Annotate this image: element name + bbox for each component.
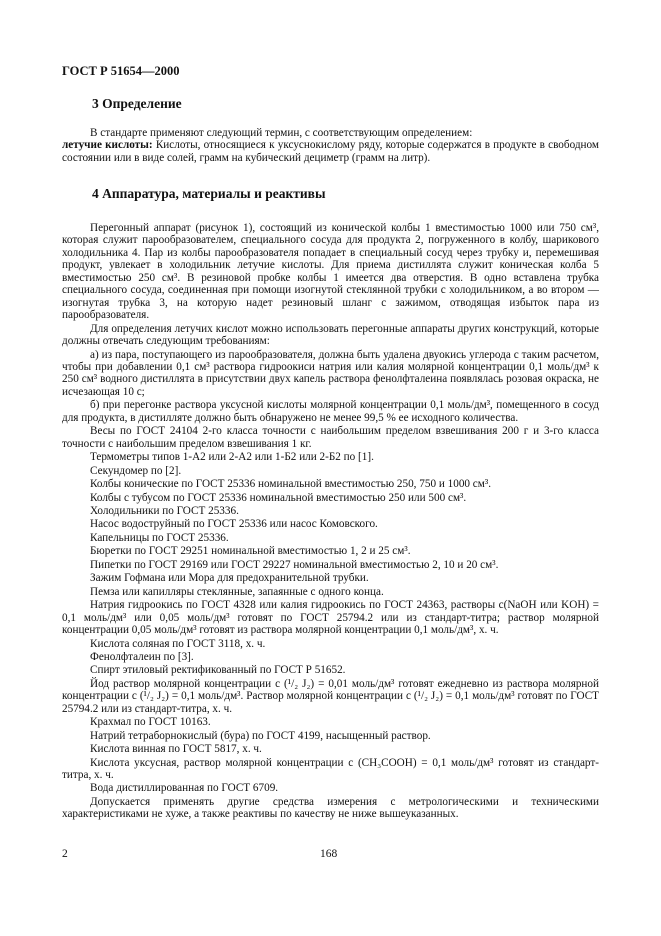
- paragraph: Крахмал по ГОСТ 10163.: [90, 716, 211, 729]
- paragraph: Натрия гидроокись по ГОСТ 4328 или калия гидроокись по ГОСТ 24363, растворы с(NaOH или KOH) = 0,1 моль/дм³ или 0,05 моль/дм³ готовят по ГОСТ 25794.2 или из стандарт-титра; раствор молярной концентрации 0,05 моль/дм³ готовят из раствора молярной концентрации 0,1 моль/дм³, х. ч.: [62, 599, 599, 637]
- section-3-heading: 3 Определение: [92, 96, 182, 111]
- paragraph: Зажим Гофмана или Мора для предохранительной трубки.: [90, 572, 369, 585]
- paragraph: Весы по ГОСТ 24104 2-го класса точности с наибольшим пределом взвешивания 200 г и 3-го класса точности с наибольшим пределом взвешивания 1 кг.: [62, 425, 599, 450]
- paragraph: Термометры типов 1-А2 или 2-А2 или 1-Б2 или 2-Б2 по [1].: [90, 451, 374, 464]
- paragraph: а) из пара, поступающего из парообразователя, должна быть удалена двуокись углерода с таким расчетом, чтобы при добавлении 0,1 см³ раствора гидроокиси натрия или калия молярной концентрации 0,1 моль/дм³ к 250 см³ водного дистиллята в присутствии двух капель раствора фенолфталеина появлялась розовая окраска, не исчезающая 10 с;: [62, 348, 599, 398]
- paragraph: Капельницы по ГОСТ 25336.: [90, 531, 229, 544]
- section-3-body: [62, 127, 599, 164]
- paragraph: Вода дистиллированная по ГОСТ 6709.: [90, 782, 279, 795]
- paragraph: Спирт этиловый ректификованный по ГОСТ Р 51652.: [90, 664, 346, 677]
- paragraph: Пемза или капилляры стеклянные, запаянные с одного конца.: [90, 585, 384, 598]
- section-3-intro: В стандарте применяют следующий термин, с соответствующим определением:: [90, 127, 473, 139]
- paragraph: Кислота винная по ГОСТ 5817, х. ч.: [90, 743, 262, 756]
- page-number-left: 2: [62, 848, 68, 860]
- paragraph: Бюретки по ГОСТ 29251 номинальной вместимостью 1, 2 и 25 см³.: [90, 545, 411, 558]
- paragraph: Секундомер по [2].: [90, 464, 182, 477]
- paragraph: Колбы с тубусом по ГОСТ 25336 номинальной вместимостью 250 или 500 см³.: [90, 491, 467, 504]
- paragraph: Допускается применять другие средства измерения с метрологическими и техническими характеристиками не хуже, а также реактивы по качеству не ниже вышеуказанных.: [62, 795, 599, 821]
- term-definition: [62, 139, 599, 164]
- paragraph: Для определения летучих кислот можно использовать перегонные аппараты других конструкций, которые должны отвечать следующим требованиям:: [62, 322, 599, 348]
- paragraph: Фенолфталеин по [3].: [90, 650, 194, 663]
- paragraph: Кислота уксусная, раствор молярной концентрации с (CH₃COOH) = 0,1 моль/дм³ готовят из стандарт-титра, х. ч.: [62, 756, 599, 782]
- paragraph: Колбы конические по ГОСТ 25336 номинальной вместимостью 250, 750 и 1000 см³.: [90, 478, 491, 491]
- section-4-heading: 4 Аппаратура, материалы и реактивы: [92, 186, 326, 201]
- paragraph: Перегонный аппарат (рисунок 1), состоящий из конической колбы 1 вместимостью 1000 или 750 см³, которая служит парообразователем, специального сосуда для продукта 2, погруженного в колбу, шарикового холодильника 4. Пар из колбы парообразователя попадает в специальный сосуд через трубку и, перемешивая продукт, увлекает в холодильник летучие кислоты. Для приема дистиллята служит коническая колба 5 вместимостью 250 см³. В резиновой пробке колбы 1 имеется два отверстия. В одно вставлена трубка специального сосуда, соединенная при помощи изогнутой стеклянной трубки с холодильником, а во втором — изогнутая трубка 3, на которую надет резиновый шланг с зажимом, отводящая избыток пара из парообразователя.: [62, 222, 599, 322]
- paragraph: Пипетки по ГОСТ 29169 или ГОСТ 29227 номинальной вместимостью 2, 10 и 20 см³.: [90, 558, 499, 571]
- term-name: летучие кислоты:: [62, 139, 153, 152]
- paragraph: Насос водоструйный по ГОСТ 25336 или насос Комовского.: [90, 518, 378, 531]
- paragraph: Натрий тетраборнокислый (бура) по ГОСТ 4199, насыщенный раствор.: [90, 729, 431, 742]
- paragraph: Кислота соляная по ГОСТ 3118, х. ч.: [90, 637, 266, 650]
- document-header: ГОСТ Р 51654—2000: [62, 64, 180, 78]
- paragraph: Холодильники по ГОСТ 25336.: [90, 504, 239, 517]
- page-number-center: 168: [320, 848, 338, 860]
- term-text: Кислоты, относящиеся к уксуснокислому ряду, которые содержатся в продукте в свободном состоянии или в виде солей, грамм на кубический дециметр (грамм на литр).: [62, 139, 599, 164]
- paragraph: б) при перегонке раствора уксусной кислоты молярной концентрации 0,1 моль/дм³, помещенного в сосуд для продукта, в дистилляте должно быть обнаружено не менее 99,5 % ее исходного количества.: [62, 399, 599, 424]
- paragraph: Йод раствор молярной концентрации с (¹/₂ J₂) = 0,01 моль/дм³ готовят ежедневно из раствора молярной концентрации с (¹/₂ J₂) = 0,1 моль/дм³. Раствор молярной концентрации с (¹/₂ J₂) = 0,1 моль/дм³ готовят по ГОСТ 25794.2 или из стандарт-титра, х. ч.: [62, 677, 599, 715]
- section-4-body: [62, 222, 599, 822]
